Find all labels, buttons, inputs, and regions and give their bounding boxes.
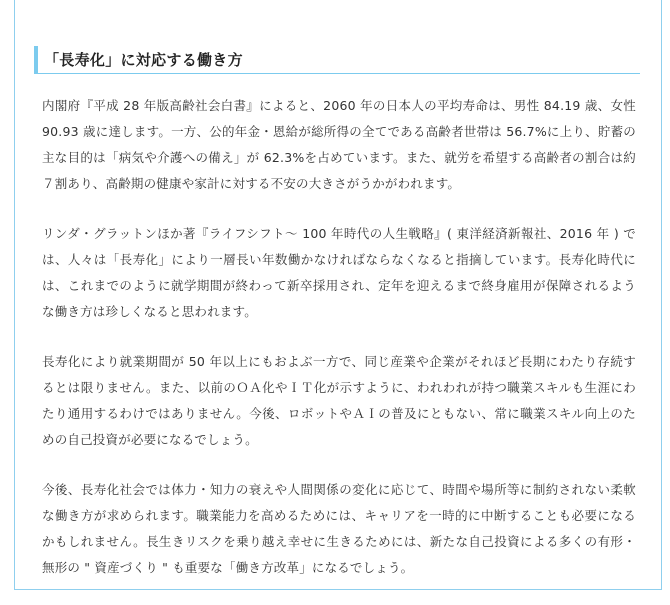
paragraph-work-style-reform: 今後、長寿化社会では体力・知力の衰えや人間関係の変化に応じて、時間や場所等に制約されない柔軟な働き方が求められます。職業能力を高めるためには、キャリアを一時的に中断することも必要になるかもしれません。長生きリスクを乗り越え幸せに生きるためには、新たな自己投資による多くの有形・無形の " 資産づくり " も重要な「働き方改革」になるでしょう。 [42, 482, 636, 575]
paragraph-career-span: 長寿化により就業期間が 50 年以上にもおよぶ一方で、同じ産業や企業がそれほど長期にわたり存続するとは限りません。また、以前のＯＡ化やＩＴ化が示すように、われわれが持つ職業スキルも生涯にわたり通用するわけではありません。今後、ロボットやＡＩの普及にともない、常に職業スキル向上のための自己投資が必要になるでしょう。 [42, 354, 636, 447]
section-heading [34, 46, 640, 74]
paragraph-life-expectancy: 内閣府『平成 28 年版高齢社会白書』によると、2060 年の日本人の平均寿命は、男性 84.19 歳、女性 90.93 歳に達します。一方、公的年金・恩給が総所得の全てである高齢者世帯は 56.7%に上り、貯蓄の主な目的は「病気や介護への備え」が 62.3%を占めています。また、就労を希望する高齢者の割合は約７割あり、高齢期の健康や家計に対する不安の大きさがうかがわれます。 [42, 98, 636, 191]
paragraph-life-shift: リンダ・グラットンほか著『ライフシフト～ 100 年時代の人生戦略』( 東洋経済新報社、2016 年 ) では、人々は「長寿化」により一層長い年数働かなければならなくなると指摘しています。長寿化時代には、これまでのように就学期間が終わって新卒採用され、定年を迎えるまで終身雇用が保障されるような働き方は珍しくなると思われます。 [42, 226, 636, 319]
section-title: 「長寿化」に対応する働き方 [44, 51, 243, 69]
article-body [42, 93, 636, 605]
